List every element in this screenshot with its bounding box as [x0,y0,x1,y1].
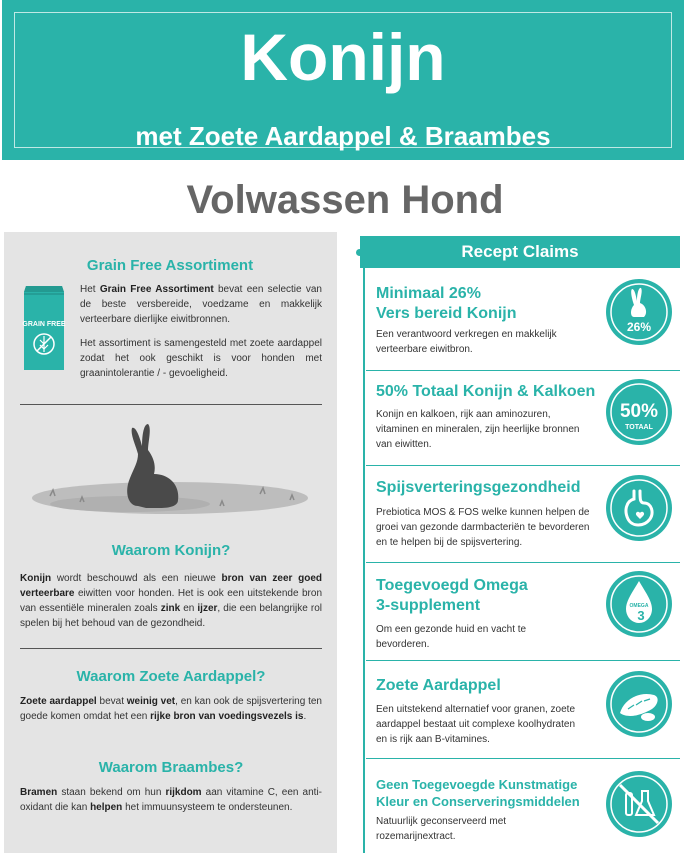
claim-separator [366,370,680,371]
claim-text: Om een gezonde huid en vacht te bevorderen. [376,624,527,650]
grain-free-paragraph-1: Het Grain Free Assortiment bevat een selectie van de beste versbereide, voedzame en makkelijk verteerbare dierlijke eiwitbronnen. [80,284,322,325]
claim-heading: Zoete Aardappel [376,677,501,694]
grain-free-paragraph-2: Het assortiment is samengesteld met zoete aardappel zodat het ook geschikt is voor honden met graanintolerantie / - gevoeligheid. [80,338,322,379]
claim-heading: Toegevoegd Omega 3-supplement [376,577,528,614]
why-sweet-potato-paragraph: Zoete aardappel bevat weinig vet, en kan ook de spijsvertering ten goede komen omdat het een rijke bron van voedingsvezels is. [20,696,322,722]
omega-number: 3 [637,608,645,623]
claim-separator [366,758,680,759]
claims-timeline [363,268,365,853]
grain-free-heading: Grain Free Assortiment [86,257,254,274]
badge-26: 26% [626,320,652,334]
omega-label: OMEGA [629,603,649,609]
no-chemicals-icon [604,769,674,839]
audience-heading: Volwassen Hond [186,178,504,222]
rabbit-illustration [20,420,320,520]
badge-50: 50% [619,401,659,422]
divider [20,648,322,649]
product-title: Konijn [240,20,446,94]
claim-separator [366,465,680,466]
rabbit-icon [604,277,674,347]
claim-separator [366,562,680,563]
header-banner [2,0,684,160]
claim-text: Prebiotica MOS & FOS welke kunnen helpen de groei van gezonde darmbacteriën te bevorderen en te helpen bij de spijsvertering. [376,507,590,548]
percent-icon [604,377,674,447]
product-subtitle: met Zoete Aardappel & Braambes [135,121,551,151]
why-rabbit-heading: Waarom Konijn? [111,542,231,559]
claim-heading: Spijsverteringsgezondheid [376,479,581,496]
bag-label: GRAIN FREE [22,321,66,328]
claim-text: Konijn en kalkoen, rijk aan aminozuren, vitaminen en mineralen, zijn heerlijke bronnen van eiwitten. [376,409,580,450]
header-frame [14,12,672,151]
why-sweet-potato-heading: Waarom Zoete Aardappel? [76,668,266,685]
claim-text: Een verantwoord verkregen en makkelijk verteerbare eiwitbron. [376,329,557,355]
divider [20,404,322,405]
claims-title: Recept Claims [461,242,579,261]
why-blackberry-heading: Waarom Braambes? [98,759,244,776]
omega-drop-icon [604,569,674,639]
stomach-icon [604,473,674,543]
claim-text: Natuurlijk geconserveerd met rozemarijnextract. [376,816,507,842]
claim-heading: 50% Totaal Konijn & Kalkoen [376,383,596,400]
why-rabbit-paragraph: Konijn wordt beschouwd als een nieuwe bron van zeer goed verteerbare eiwitten voor honden. Het is ook een uitstekende bron van essentiële mineralen zoals zink en ijzer, die een belangrijke rol spelen bij het behoud van de gezondheid. [20,573,323,629]
grain-free-bag-icon [20,282,68,378]
claim-separator [366,660,680,661]
claim-text: Een uitstekend alternatief voor granen, zoete aardappel bestaat uit complexe koolhydraten en is rijk aan B-vitamines. [376,704,576,745]
sweet-potato-icon [604,669,674,739]
why-blackberry-paragraph: Bramen staan bekend om hun rijkdom aan vitamine C, een anti-oxidant die kan helpen het immuunsysteem te ondersteunen. [20,787,322,813]
badge-totaal: TOTAAL [625,424,653,431]
claim-heading: Minimaal 26% Vers bereid Konijn [376,285,517,322]
claims-banner [360,236,680,268]
claim-heading: Geen Toegevoegde Kunstmatige Kleur en Conserveringsmiddelen [376,777,580,809]
